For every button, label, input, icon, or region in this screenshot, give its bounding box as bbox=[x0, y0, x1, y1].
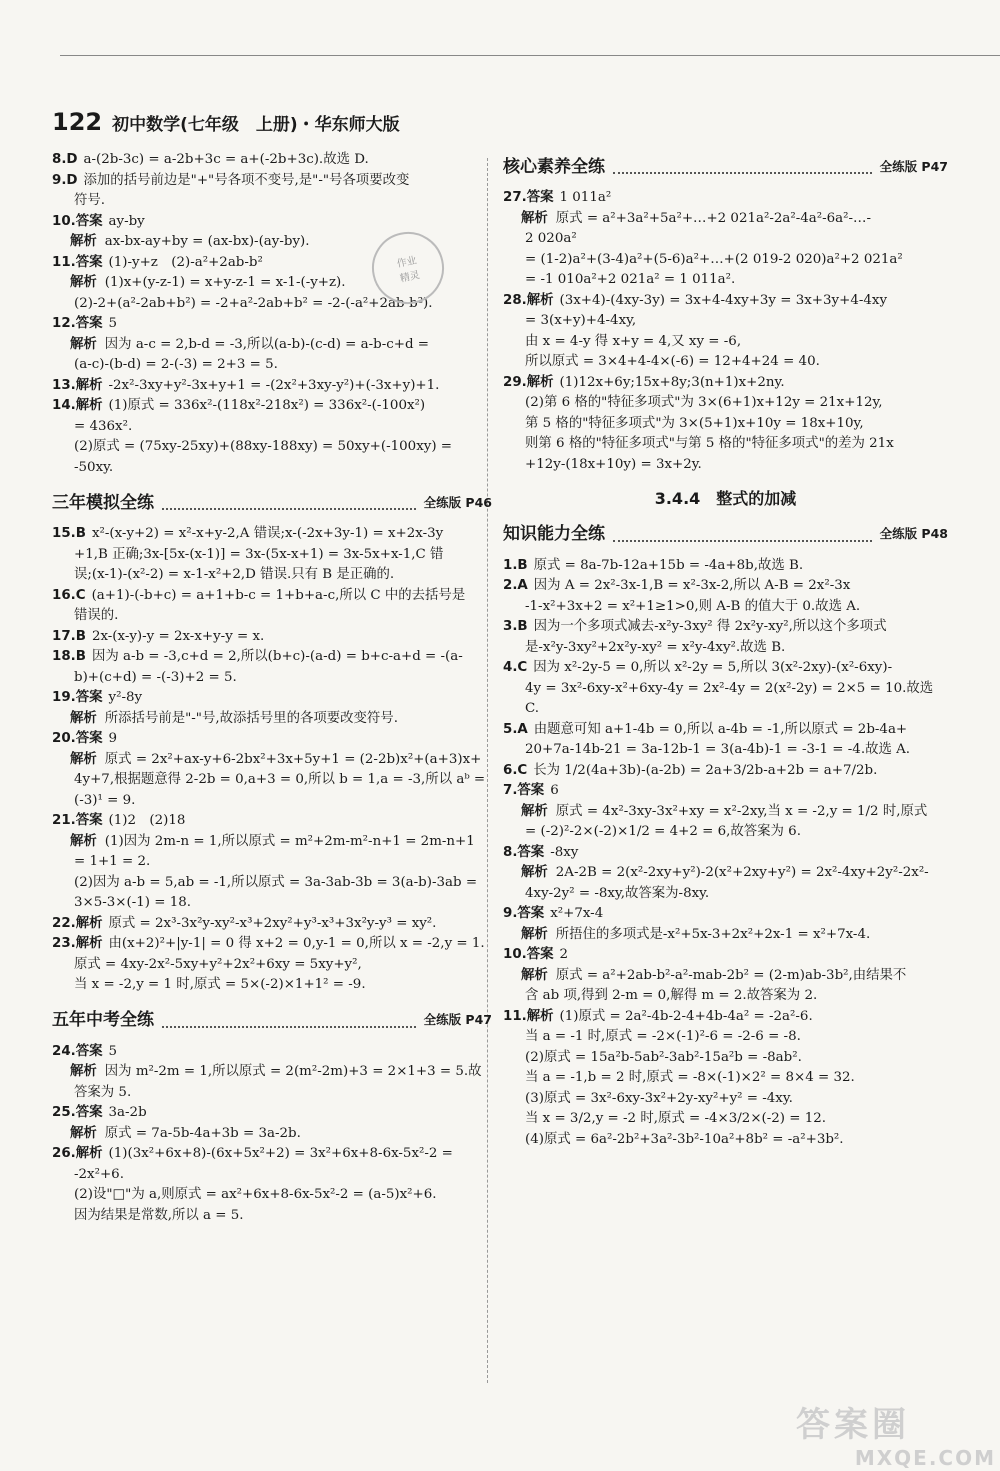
answer-text: = 436x². bbox=[74, 418, 133, 434]
analysis-tag: 解析 bbox=[70, 751, 97, 767]
analysis-text: (-3)¹ = 9. bbox=[74, 792, 136, 808]
items-b bbox=[52, 524, 492, 996]
answer-line bbox=[503, 455, 948, 476]
analysis-tag: 解析 bbox=[70, 1064, 97, 1079]
answer-item bbox=[52, 171, 492, 212]
section-leader bbox=[613, 528, 872, 542]
answer-text: (3)原式 = 3x²-6xy-3x²+2y-xy²+y² = -4xy. bbox=[525, 1090, 793, 1106]
answer-line bbox=[52, 1144, 492, 1165]
question-label: 2.A bbox=[503, 578, 528, 593]
analysis-text: (2)-2+(a²-2ab+b²) = -2+a²-2ab+b² = -2-(-a²+2ab-b²). bbox=[74, 295, 433, 311]
answer-line bbox=[503, 597, 948, 618]
answer-item bbox=[52, 586, 492, 627]
answer-item bbox=[52, 396, 492, 478]
answer-text: 因为 A = 2x²-3x-1,B = x²-3x-2,所以 A-B = 2x²-3x bbox=[533, 578, 851, 593]
section-title: 三年模拟全练 bbox=[52, 492, 154, 513]
section-header-knowledge bbox=[503, 522, 948, 548]
question-label: 3.B bbox=[503, 619, 528, 634]
answer-item bbox=[52, 1042, 492, 1104]
answer-line bbox=[503, 188, 948, 209]
answer-text: 当 a = -1 时,原式 = -2×(-1)²-6 = -2-6 = -8. bbox=[525, 1029, 801, 1044]
answer-item bbox=[52, 811, 492, 914]
section-ref: 全练版 P48 bbox=[879, 526, 948, 542]
analysis-tag: 解析 bbox=[521, 210, 548, 226]
question-label: 18.B bbox=[52, 649, 86, 664]
answer-item bbox=[503, 373, 948, 476]
book-title: 初中数学(七年级 上册)・华东师大版 bbox=[112, 115, 400, 135]
analysis-text: (1)x+(y-z-1) = x+y-z-1 = x-1-(-y+z). bbox=[104, 275, 346, 290]
answer-line bbox=[52, 1206, 492, 1227]
answer-line bbox=[503, 332, 948, 353]
question-label: 20.答案 bbox=[52, 731, 103, 746]
answer-text: -2x²-3xy+y²-3x+y+1 = -(2x²+3xy-y²)+(-3x+y)+1. bbox=[108, 377, 440, 393]
answer-text: 3a-2b bbox=[108, 1105, 147, 1120]
analysis-text: (2)因为 a-b = 5,ab = -1,所以原式 = 3a-3ab-3b = 3(a-b)-3ab = bbox=[74, 874, 478, 890]
answer-line bbox=[52, 975, 492, 996]
answer-text: (2)第 6 格的"特征多项式"为 3×(6+1)x+12y = 21x+12y, bbox=[525, 395, 883, 410]
analysis-text: 原式 = 4x²-3xy-3x²+xy = x²-2xy,当 x = -2,y = 1/2 时,原式 bbox=[555, 803, 928, 819]
analysis-line bbox=[52, 1124, 492, 1145]
answer-item bbox=[52, 376, 492, 397]
question-label: 19.答案 bbox=[52, 690, 103, 705]
answer-item bbox=[52, 934, 492, 996]
section-ref: 全练版 P47 bbox=[423, 1012, 492, 1028]
answer-text: (2)原式 = 15a²b-5ab²-3ab²-15a²b = -8ab². bbox=[525, 1049, 802, 1065]
answer-item bbox=[52, 524, 492, 586]
answer-text: 由 x = 4-y 得 x+y = 4,又 xy = -6, bbox=[525, 333, 742, 349]
answer-text: 2 bbox=[559, 947, 569, 962]
analysis-tag: 解析 bbox=[521, 967, 548, 983]
answer-line bbox=[52, 545, 492, 566]
analysis-text: 答案为 5. bbox=[74, 1084, 132, 1100]
answer-text: 由题意可知 a+1-4b = 0,所以 a-4b = -1,所以原式 = 2b-4a+ bbox=[533, 721, 908, 737]
answer-line bbox=[503, 576, 948, 597]
analysis-line bbox=[52, 355, 492, 376]
answer-item bbox=[52, 729, 492, 811]
question-label: 22.解析 bbox=[52, 915, 103, 931]
answer-line bbox=[503, 1068, 948, 1089]
answer-text: +1,B 正确;3x-[5x-(x-1)] = 3x-(5x-x+1) = 3x-5x+x-1,C 错 bbox=[74, 546, 444, 562]
analysis-line bbox=[503, 270, 948, 291]
answer-line bbox=[52, 934, 492, 955]
answer-line bbox=[52, 668, 492, 689]
question-label: 7.答案 bbox=[503, 783, 545, 798]
answer-item bbox=[52, 914, 492, 935]
answer-text: x²-(x-y+2) = x²-x+y-2,A 错误;x-(-2x+3y-1) = x+2x-3y bbox=[91, 526, 444, 541]
answer-text: 5 bbox=[108, 316, 118, 331]
section-leader bbox=[162, 496, 416, 510]
answer-text: 因为结果是常数,所以 a = 5. bbox=[74, 1207, 244, 1223]
question-label: 1.B bbox=[503, 557, 528, 573]
answer-text: -8xy bbox=[550, 844, 579, 860]
analysis-tag: 解析 bbox=[70, 833, 97, 849]
analysis-text: 含 ab 项,得到 2-m = 0,解得 m = 2.故答案为 2. bbox=[525, 988, 818, 1003]
answer-line bbox=[503, 904, 948, 925]
answer-text: 则第 6 格的"特征多项式"与第 5 格的"特征多项式"的差为 21x bbox=[525, 436, 894, 451]
left-column bbox=[52, 150, 492, 1226]
answer-text: = 3(x+y)+4-4xy, bbox=[525, 313, 637, 328]
question-label: 12.答案 bbox=[52, 316, 103, 331]
answer-line bbox=[52, 647, 492, 668]
answer-text: (2)设"□"为 a,则原式 = ax²+6x+8-6x-5x²-2 = (a-5)x²+6. bbox=[74, 1187, 437, 1202]
analysis-text: 原式 = 2x²+ax-y+6-2bx²+3x+5y+1 = (2-2b)x²+(a+3)x+ bbox=[104, 751, 482, 767]
answer-line bbox=[503, 761, 948, 782]
question-label: 5.A bbox=[503, 721, 528, 737]
question-label: 10.答案 bbox=[52, 213, 103, 229]
answer-line bbox=[52, 1165, 492, 1186]
question-label: 11.解析 bbox=[503, 1008, 554, 1024]
answer-line bbox=[503, 679, 948, 720]
analysis-line bbox=[52, 791, 492, 812]
question-label: 4.C bbox=[503, 660, 528, 675]
answer-text: 由(x+2)²+|y-1| = 0 得 x+2 = 0,y-1 = 0,所以 x = -2,y = 1. bbox=[108, 936, 485, 951]
analysis-tag: 解析 bbox=[70, 275, 97, 290]
analysis-line bbox=[52, 1062, 492, 1083]
question-label: 6.C bbox=[503, 762, 528, 778]
answer-text: (1)2 (2)18 bbox=[108, 813, 186, 828]
analysis-line bbox=[503, 822, 948, 843]
answer-item bbox=[503, 617, 948, 658]
answer-text: 原式 = 8a-7b-12a+15b = -4a+8b,故选 B. bbox=[533, 557, 804, 573]
answer-item bbox=[503, 781, 948, 843]
answer-text: -1-x²+3x+2 = x²+1≥1>0,则 A-B 的值大于 0.故选 A. bbox=[525, 598, 861, 614]
answer-text: (4)原式 = 6a²-2b²+3a²-3b²-10a²+8b² = -a²+3b². bbox=[525, 1131, 844, 1147]
analysis-text: (1)因为 2m-n = 1,所以原式 = m²+2m-m²-n+1 = 2m-n+1 bbox=[104, 833, 475, 849]
answer-text: -50xy. bbox=[74, 459, 114, 475]
analysis-line bbox=[503, 250, 948, 271]
analysis-text: 4xy-2y² = -8xy,故答案为-8xy. bbox=[525, 885, 710, 901]
answer-line bbox=[503, 638, 948, 659]
answer-line bbox=[503, 1007, 948, 1028]
answer-text: 2x-(x-y)-y = 2x-x+y-y = x. bbox=[91, 628, 265, 644]
analysis-tag: 解析 bbox=[70, 1125, 97, 1141]
answer-line bbox=[52, 314, 492, 335]
answer-text: 1 011a² bbox=[559, 190, 612, 205]
question-label: 10.答案 bbox=[503, 947, 554, 962]
analysis-tag: 解析 bbox=[70, 336, 97, 352]
analysis-text: = -1 010a²+2 021a² = 1 011a². bbox=[525, 272, 736, 287]
answer-line bbox=[52, 1185, 492, 1206]
answer-line bbox=[503, 1109, 948, 1130]
analysis-line bbox=[503, 925, 948, 946]
question-label: 21.答案 bbox=[52, 813, 103, 828]
page-number: 122 bbox=[52, 108, 103, 136]
answer-line bbox=[52, 606, 492, 627]
answer-text: x²+7x-4 bbox=[550, 906, 604, 921]
answer-text: 9 bbox=[108, 731, 118, 746]
answer-text: +12y-(18x+10y) = 3x+2y. bbox=[525, 456, 702, 472]
answer-line bbox=[52, 955, 492, 976]
analysis-line bbox=[52, 335, 492, 356]
section-ref: 全练版 P47 bbox=[879, 158, 948, 174]
watermark-top: 答案圈 bbox=[796, 1405, 910, 1445]
answer-line bbox=[52, 729, 492, 750]
answer-line bbox=[52, 688, 492, 709]
subsection-title: 3.4.4 整式的加减 bbox=[654, 489, 797, 508]
analysis-text: 4y+7,根据题意得 2-2b = 0,a+3 = 0,所以 b = 1,a = -3,所以 aᵇ = bbox=[74, 772, 486, 787]
answer-item bbox=[52, 1144, 492, 1226]
analysis-text: 3×5-3×(-1) = 18. bbox=[74, 895, 192, 910]
answer-line bbox=[52, 212, 492, 233]
stamp-line: 作业 bbox=[395, 255, 418, 271]
analysis-text: 2 020a² bbox=[525, 231, 577, 246]
answer-text: 长为 1/2(4a+3b)-(a-2b) = 2a+3/2b-a+2b = a+7/2b. bbox=[533, 762, 878, 778]
answer-line bbox=[503, 556, 948, 577]
analysis-text: = (-2)²-2×(-2)×1/2 = 4+2 = 6,故答案为 6. bbox=[525, 824, 801, 839]
analysis-tag: 解析 bbox=[70, 234, 97, 249]
answer-line bbox=[52, 811, 492, 832]
answer-text: (1)-y+z (2)-a²+2ab-b² bbox=[108, 254, 263, 270]
analysis-line bbox=[503, 966, 948, 987]
section-title: 五年中考全练 bbox=[52, 1010, 154, 1031]
answer-line bbox=[52, 458, 492, 479]
analysis-line bbox=[52, 750, 492, 771]
answer-line bbox=[503, 352, 948, 373]
analysis-text: 原式 = a²+2ab-b²-a²-mab-2b² = (2-m)ab-3b²,由结果不 bbox=[555, 967, 907, 983]
answer-text: 原式 = 4xy-2x²-5xy+y²+2x²+6xy = 5xy+y², bbox=[74, 956, 362, 972]
answer-line bbox=[503, 945, 948, 966]
answer-line bbox=[503, 781, 948, 802]
analysis-text: (a-c)-(b-d) = 2-(-3) = 2+3 = 5. bbox=[74, 357, 278, 372]
page-header bbox=[52, 108, 992, 142]
question-label: 8.D bbox=[52, 152, 78, 167]
answer-line bbox=[52, 437, 492, 458]
question-label: 25.答案 bbox=[52, 1105, 103, 1120]
answer-item bbox=[503, 291, 948, 373]
analysis-text: 原式 = 7a-5b-4a+3b = 3a-2b. bbox=[104, 1125, 301, 1141]
section-leader bbox=[613, 160, 872, 174]
analysis-tag: 解析 bbox=[521, 803, 548, 819]
answer-text: ay-by bbox=[108, 213, 145, 229]
answer-line bbox=[503, 291, 948, 312]
answer-line bbox=[52, 376, 492, 397]
analysis-text: 所捂住的多项式是-x²+5x-3+2x²+2x-1 = x²+7x-4. bbox=[555, 926, 871, 942]
answer-line bbox=[503, 843, 948, 864]
analysis-tag: 解析 bbox=[70, 710, 97, 726]
answer-item bbox=[52, 688, 492, 729]
answer-item bbox=[503, 720, 948, 761]
answer-line bbox=[503, 414, 948, 435]
answer-item bbox=[503, 761, 948, 782]
question-label: 8.答案 bbox=[503, 844, 545, 860]
answer-line bbox=[52, 914, 492, 935]
question-label: 13.解析 bbox=[52, 377, 103, 393]
analysis-line bbox=[503, 884, 948, 905]
answer-line bbox=[52, 417, 492, 438]
answer-line bbox=[52, 627, 492, 648]
question-label: 28.解析 bbox=[503, 292, 554, 308]
answer-text: 是-x²y-3xy²+2x²y-xy² = x²y-4xy².故选 B. bbox=[525, 639, 786, 655]
watermark bbox=[796, 1397, 996, 1470]
answer-item bbox=[52, 314, 492, 376]
answer-item bbox=[52, 150, 492, 171]
answer-item bbox=[503, 843, 948, 905]
question-label: 23.解析 bbox=[52, 936, 103, 951]
answer-text: 所以原式 = 3×4+4-4×(-6) = 12+4+24 = 40. bbox=[525, 354, 820, 369]
answer-line bbox=[503, 1130, 948, 1151]
items-a bbox=[52, 150, 492, 478]
answer-line bbox=[503, 617, 948, 638]
section-leader bbox=[162, 1014, 416, 1028]
section-header-five-year bbox=[52, 1008, 492, 1034]
answer-item bbox=[503, 556, 948, 577]
question-label: 9.答案 bbox=[503, 906, 545, 921]
answer-item bbox=[503, 1007, 948, 1151]
answer-item bbox=[503, 904, 948, 945]
items-e bbox=[503, 556, 948, 1151]
answer-text: y²-8y bbox=[108, 690, 143, 705]
answer-text: (1)12x+6y;15x+8y;3(n+1)x+2ny. bbox=[559, 374, 785, 390]
question-label: 9.D bbox=[52, 172, 78, 188]
analysis-line bbox=[52, 770, 492, 791]
answer-line bbox=[503, 740, 948, 761]
analysis-text: 原式 = a²+3a²+5a²+…+2 021a²-2a²-4a²-6a²-…- bbox=[555, 210, 871, 226]
answer-text: 因为一个多项式减去-x²y-3xy² 得 2x²y-xy²,所以这个多项式 bbox=[533, 619, 887, 634]
section-header-three-year bbox=[52, 490, 492, 516]
section-ref: 全练版 P46 bbox=[423, 494, 492, 510]
answer-item bbox=[503, 658, 948, 720]
section-title: 知识能力全练 bbox=[503, 524, 605, 545]
analysis-text: ax-bx-ay+by = (ax-bx)-(ay-by). bbox=[104, 234, 310, 249]
answer-text: (3x+4)-(4xy-3y) = 3x+4-4xy+3y = 3x+3y+4-4xy bbox=[559, 292, 888, 308]
analysis-text: 所添括号前是"-"号,故添括号里的各项要改变符号. bbox=[104, 710, 398, 726]
answer-line bbox=[52, 524, 492, 545]
question-label: 16.C bbox=[52, 587, 86, 603]
answer-text: (1)(3x²+6x+8)-(6x+5x²+2) = 3x²+6x+8-6x-5x²-2 = bbox=[108, 1146, 453, 1161]
answer-item bbox=[52, 647, 492, 688]
question-label: 27.答案 bbox=[503, 190, 554, 205]
answer-item bbox=[503, 188, 948, 291]
answer-text: 第 5 格的"特征多项式"为 3×(5+1)x+10y = 18x+10y, bbox=[525, 415, 864, 431]
analysis-text: 因为 a-c = 2,b-d = -3,所以(a-b)-(c-d) = a-b-c+d = bbox=[104, 336, 430, 352]
answer-text: 当 x = 3/2,y = -2 时,原式 = -4×3/2×(-2) = 12. bbox=[525, 1111, 827, 1126]
analysis-line bbox=[503, 863, 948, 884]
items-d bbox=[503, 188, 948, 475]
answer-text: 4y = 3x²-6xy-x²+6xy-4y = 2x²-4y = 2(x²-2y) = 2×5 = 10.故选 C. bbox=[525, 680, 934, 716]
analysis-text: 因为 m²-2m = 1,所以原式 = 2(m²-2m)+3 = 2×1+3 = 5.故 bbox=[104, 1064, 482, 1079]
stamp-line: 精灵 bbox=[399, 269, 421, 285]
section-title: 核心素养全练 bbox=[503, 156, 605, 177]
answer-line bbox=[503, 434, 948, 455]
analysis-line bbox=[503, 802, 948, 823]
question-label: 11.答案 bbox=[52, 254, 103, 270]
analysis-line bbox=[52, 873, 492, 894]
answer-item bbox=[52, 627, 492, 648]
answer-text: (1)原式 = 2a²-4b-2-4+4b-4a² = -2a²-6. bbox=[559, 1008, 813, 1024]
question-label: 15.B bbox=[52, 526, 86, 541]
answer-line bbox=[503, 720, 948, 741]
answer-text: 错误的. bbox=[74, 608, 119, 623]
analysis-line bbox=[52, 893, 492, 914]
answer-line bbox=[503, 658, 948, 679]
answer-line bbox=[503, 1089, 948, 1110]
analysis-line bbox=[503, 986, 948, 1007]
answer-text: 添加的括号前边是"+"号各项不变号,是"-"号各项要改变 bbox=[83, 172, 410, 188]
answer-line bbox=[503, 311, 948, 332]
answer-text: 20+7a-14b-21 = 3a-12b-1 = 3(a-4b)-1 = -3-1 = -4.故选 A. bbox=[525, 742, 911, 757]
answer-text: 原式 = 2x³-3x²y-xy²-x³+2xy²+y³-x³+3x²y-y³ = xy². bbox=[108, 915, 437, 931]
answer-item bbox=[503, 576, 948, 617]
answer-text: 6 bbox=[550, 783, 559, 798]
question-label: 14.解析 bbox=[52, 398, 103, 413]
analysis-line bbox=[503, 209, 948, 230]
question-label: 26.解析 bbox=[52, 1146, 103, 1161]
answer-line bbox=[52, 191, 492, 212]
answer-text: a-(2b-3c) = a-2b+3c = a+(-2b+3c).故选 D. bbox=[83, 152, 369, 167]
analysis-text: 2A-2B = 2(x²-2xy+y²)-2(x²+2xy+y²) = 2x²-4xy+2y²-2x²- bbox=[555, 865, 929, 880]
analysis-line bbox=[52, 832, 492, 853]
analysis-line bbox=[52, 1083, 492, 1104]
answer-line bbox=[52, 586, 492, 607]
section-header-core bbox=[503, 154, 948, 180]
answer-item bbox=[503, 945, 948, 1007]
answer-text: 当 x = -2,y = 1 时,原式 = 5×(-2)×1+1² = -9. bbox=[74, 977, 366, 992]
question-label: 29.解析 bbox=[503, 374, 554, 390]
analysis-tag: 解析 bbox=[521, 926, 548, 942]
answer-text: 误;(x-1)-(x²-2) = x-1-x²+2,D 错误.只有 B 是正确的. bbox=[74, 567, 395, 582]
answer-line bbox=[52, 1042, 492, 1063]
answer-line bbox=[503, 1027, 948, 1048]
answer-line bbox=[503, 373, 948, 394]
answer-line bbox=[52, 171, 492, 192]
analysis-text: = (1-2)a²+(3-4)a²+(5-6)a²+…+(2 019-2 020)a²+2 021a² bbox=[525, 251, 903, 267]
answer-text: 5 bbox=[108, 1043, 118, 1059]
question-label: 17.B bbox=[52, 628, 86, 644]
answer-text: (a+1)-(-b+c) = a+1+b-c = 1+b+a-c,所以 C 中的去括号是 bbox=[91, 587, 466, 603]
answer-text: b)+(c+d) = -(-3)+2 = 5. bbox=[74, 669, 237, 685]
answer-line bbox=[503, 393, 948, 414]
analysis-tag: 解析 bbox=[521, 865, 548, 880]
answer-text: -2x²+6. bbox=[74, 1166, 124, 1182]
answer-text: 当 a = -1,b = 2 时,原式 = -8×(-1)×2² = 8×4 = 32. bbox=[525, 1070, 855, 1085]
answer-text: (2)原式 = (75xy-25xy)+(88xy-188xy) = 50xy+(-100xy) = bbox=[74, 439, 453, 454]
answer-line bbox=[52, 150, 492, 171]
answer-line bbox=[52, 565, 492, 586]
analysis-line bbox=[503, 229, 948, 250]
answer-text: 因为 a-b = -3,c+d = 2,所以(b+c)-(a-d) = b+c-a+d = -(a- bbox=[91, 649, 463, 664]
answer-text: (1)原式 = 336x²-(118x²-218x²) = 336x²-(-100x²) bbox=[108, 398, 426, 413]
answer-line bbox=[52, 1103, 492, 1124]
right-column bbox=[503, 150, 948, 1150]
answer-line bbox=[52, 396, 492, 417]
header-rule bbox=[60, 55, 1000, 56]
answer-line bbox=[503, 1048, 948, 1069]
question-label: 24.答案 bbox=[52, 1043, 103, 1059]
answer-item bbox=[52, 1103, 492, 1144]
answer-text: 因为 x²-2y-5 = 0,所以 x²-2y = 5,所以 3(x²-2xy)-(x²-6xy)- bbox=[533, 660, 893, 675]
answer-text: 符号. bbox=[74, 193, 106, 208]
analysis-line bbox=[52, 709, 492, 730]
analysis-text: = 1+1 = 2. bbox=[74, 854, 151, 869]
analysis-line bbox=[52, 852, 492, 873]
watermark-bottom: MXQE.COM bbox=[854, 1446, 996, 1470]
items-c bbox=[52, 1042, 492, 1227]
